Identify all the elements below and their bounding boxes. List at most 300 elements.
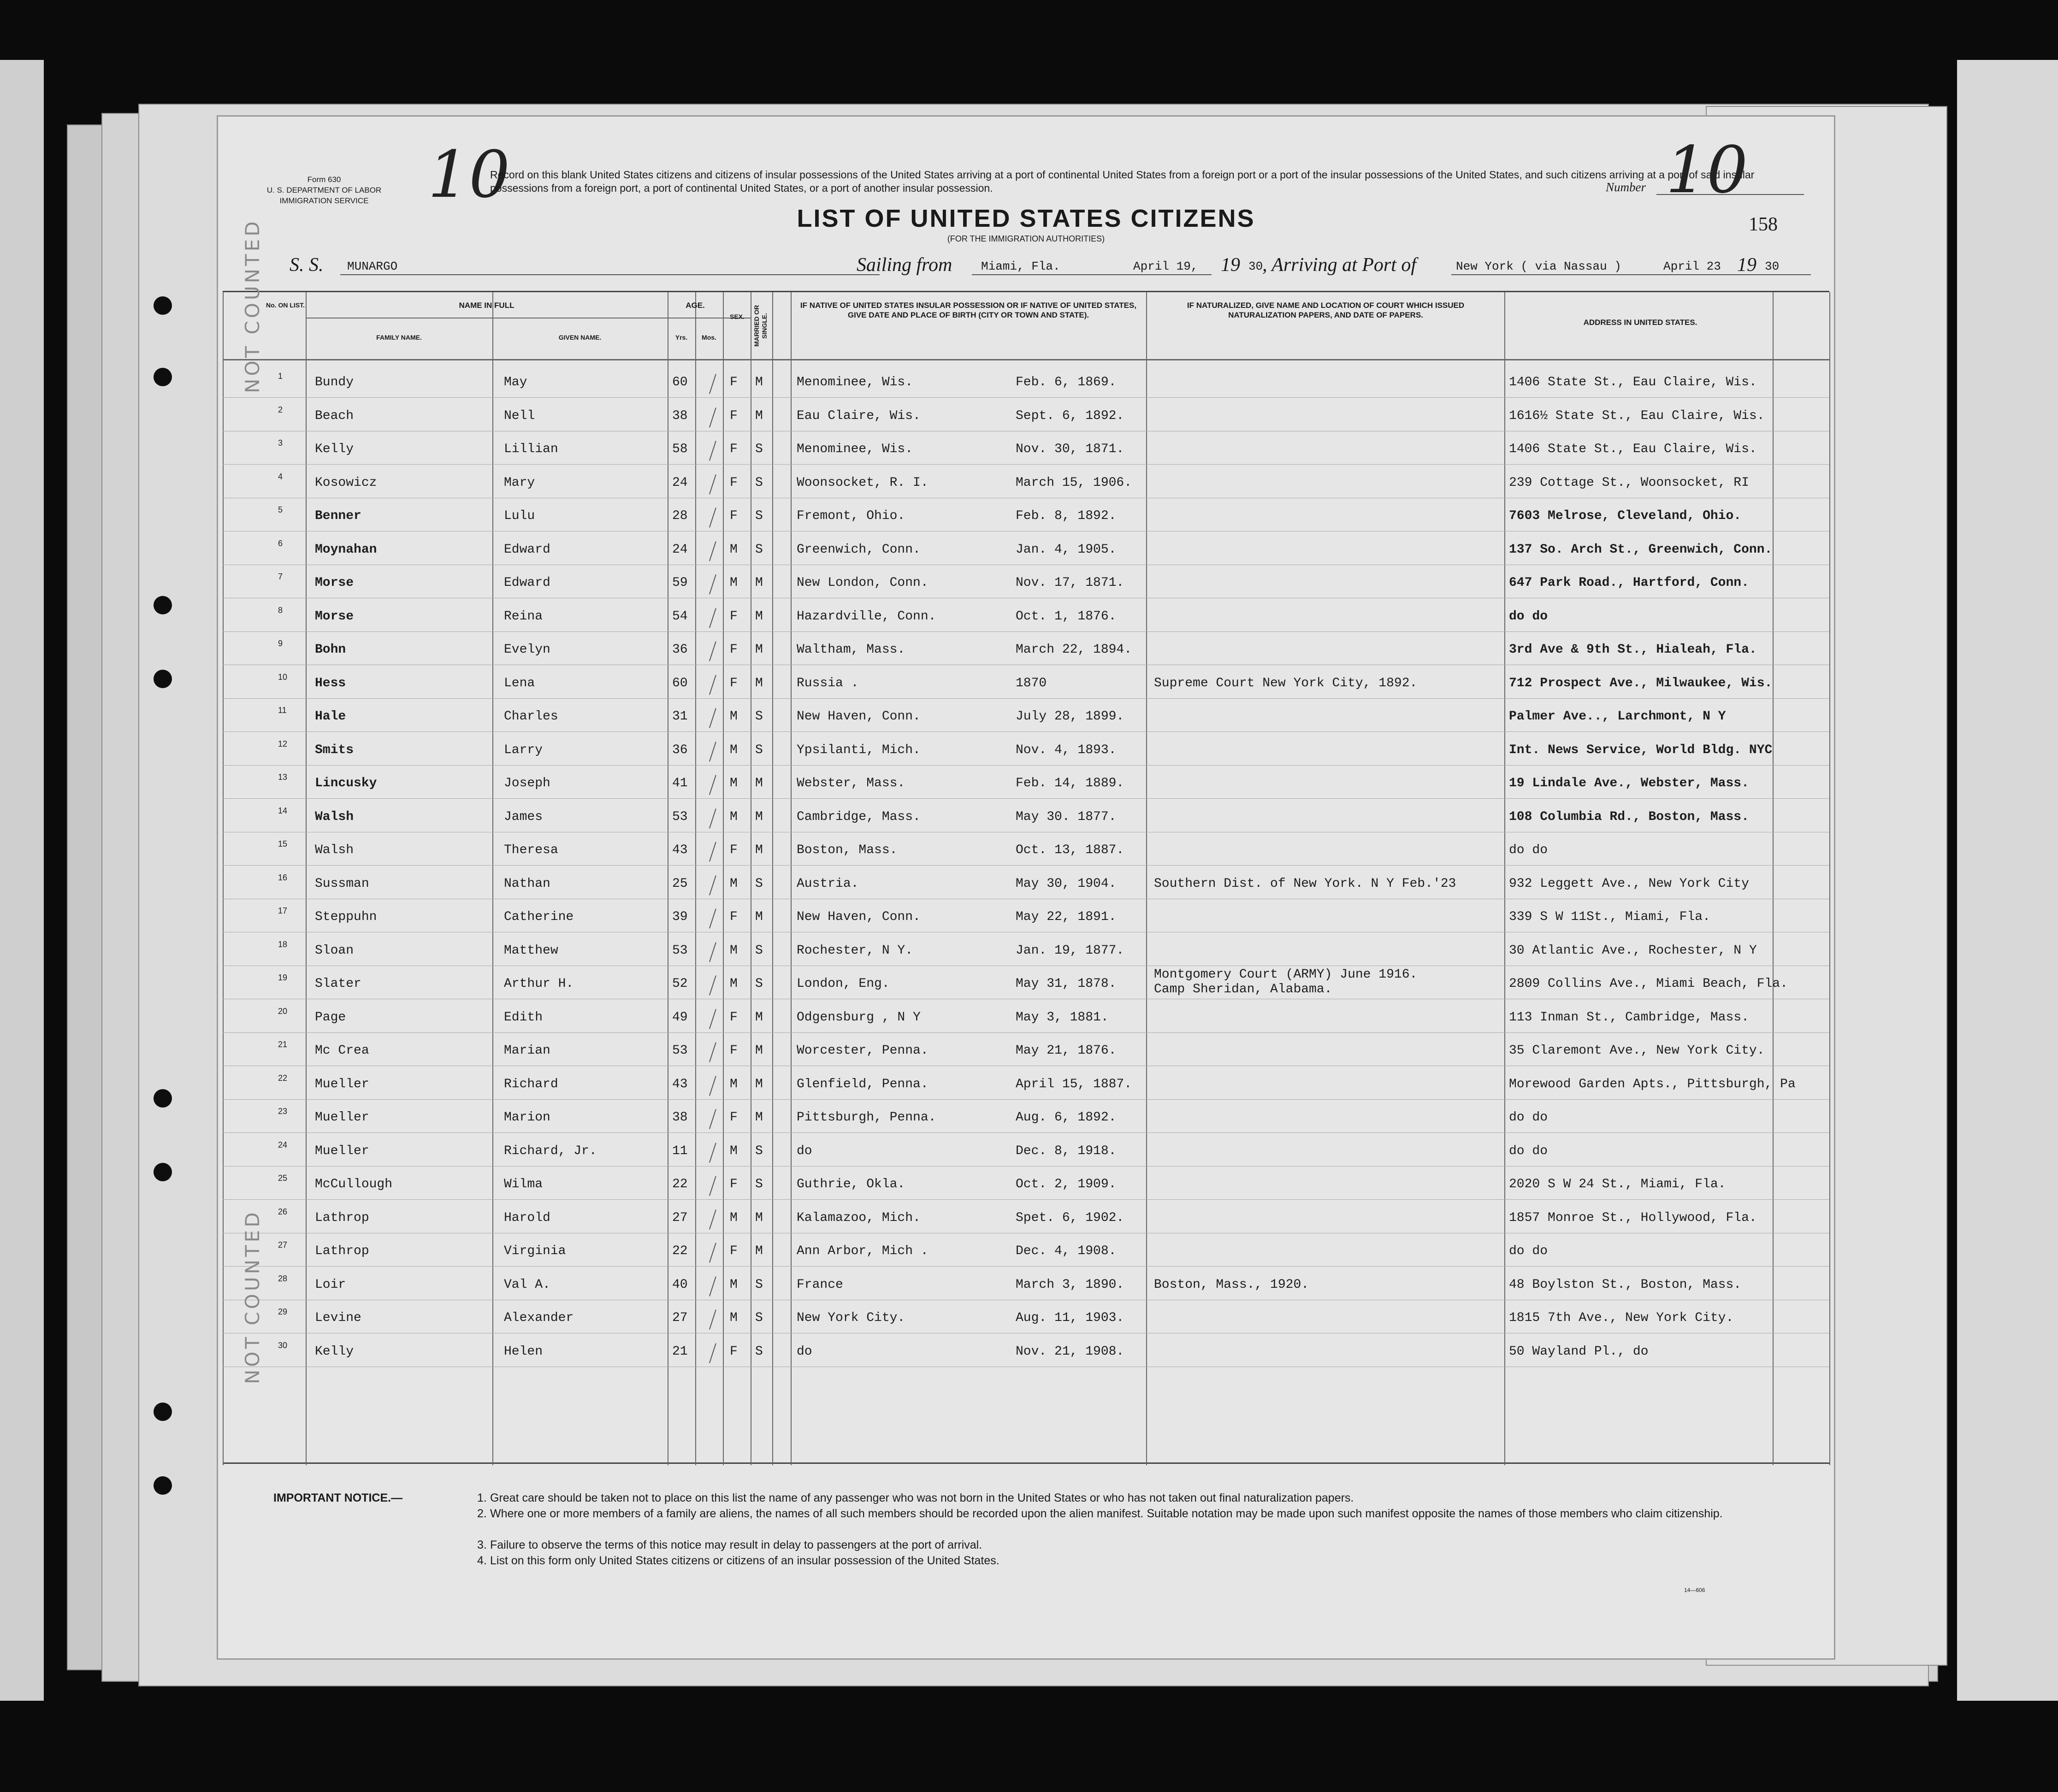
cell-no: 2	[278, 405, 283, 414]
cell-family: Sloan	[315, 943, 354, 958]
cell-given: Wilma	[504, 1177, 543, 1191]
cell-given: Nathan	[504, 876, 550, 891]
cell-addr: 137 So. Arch St., Greenwich, Conn.	[1509, 542, 1773, 557]
cell-ms: M	[755, 408, 763, 423]
table-row	[223, 1268, 1829, 1301]
cell-sex: M	[730, 977, 738, 991]
cell-family: Lathrop	[315, 1210, 369, 1225]
cell-addr: 113 Inman St., Cambridge, Mass.	[1509, 1010, 1749, 1025]
cell-sex: F	[730, 676, 738, 690]
cell-place: Eau Claire, Wis.	[797, 408, 921, 423]
cell-age: 25	[672, 876, 688, 891]
cell-ms: M	[755, 643, 763, 657]
cell-addr: 1815 7th Ave., New York City.	[1509, 1311, 1734, 1325]
cell-no: 19	[278, 973, 288, 982]
cell-family: Hess	[315, 676, 346, 690]
cell-family: McCullough	[315, 1177, 393, 1191]
cell-family: Beach	[315, 408, 354, 423]
cell-no: 9	[278, 639, 283, 648]
arrival-year: 30	[1765, 259, 1780, 273]
table-row	[223, 834, 1829, 866]
cell-ms: S	[755, 1144, 763, 1158]
binder-hole	[154, 296, 172, 315]
cell-ms: M	[755, 1210, 763, 1225]
cell-given: Nell	[504, 408, 535, 423]
cell-age: 38	[672, 1110, 688, 1125]
cell-no: 8	[278, 605, 283, 615]
cell-given: Evelyn	[504, 643, 550, 657]
cell-ms: S	[755, 1277, 763, 1292]
cell-sex: F	[730, 843, 738, 857]
cell-family: Walsh	[315, 809, 354, 824]
cell-family: Mueller	[315, 1144, 369, 1158]
cell-place: Hazardville, Conn.	[797, 609, 936, 624]
cell-family: Hale	[315, 709, 346, 724]
cell-given: Lena	[504, 676, 535, 690]
binder-hole	[154, 1476, 172, 1495]
cell-ms: S	[755, 542, 763, 557]
cell-age: 38	[672, 408, 688, 423]
header-married-single: MARRIED OR SINGLE.	[753, 305, 768, 347]
cell-given: Marion	[504, 1110, 550, 1125]
cell-ms: M	[755, 843, 763, 857]
cell-given: Theresa	[504, 843, 558, 857]
cell-family: Smits	[315, 743, 354, 757]
cell-date: Nov. 17, 1871.	[1016, 576, 1124, 590]
service-label: IMMIGRATION SERVICE	[279, 196, 369, 205]
cell-age: 43	[672, 843, 688, 857]
check-mark	[709, 875, 716, 895]
cell-given: Edward	[504, 576, 550, 590]
cell-date: Jan. 4, 1905.	[1016, 542, 1117, 557]
cell-given: Lulu	[504, 509, 535, 523]
cell-ms: M	[755, 1110, 763, 1125]
cell-place: France	[797, 1277, 843, 1292]
cell-place: Ann Arbor, Mich .	[797, 1244, 928, 1258]
notice-item: 3. Failure to observe the terms of this notice may result in delay to passengers at the port of arrival.	[477, 1539, 982, 1551]
cell-place: Pittsburgh, Penna.	[797, 1110, 936, 1125]
passenger-table	[223, 291, 1829, 1464]
cell-sex: M	[730, 1077, 738, 1091]
cell-date: April 15, 1887.	[1016, 1077, 1132, 1091]
notice-item: 2. Where one or more members of a family are aliens, the names of all such members should be recorded upon the alien manifest. Suitable notation may be made upon such manifest opposite the names of those members who claim citizenship.	[477, 1507, 1723, 1520]
table-row	[223, 1068, 1829, 1100]
cell-addr: 647 Park Road., Hartford, Conn.	[1509, 576, 1749, 590]
cell-addr: 1857 Monroe St., Hollywood, Fla.	[1509, 1210, 1757, 1225]
scanner-edge-right	[1957, 60, 2058, 1701]
cell-age: 59	[672, 576, 688, 590]
cell-age: 24	[672, 542, 688, 557]
cell-family: Moynahan	[315, 542, 377, 557]
header-no: No. ON LIST.	[266, 301, 305, 309]
sailing-from: Miami, Fla.	[981, 259, 1060, 273]
table-row	[223, 566, 1829, 599]
cell-age: 60	[672, 676, 688, 690]
cell-no: 5	[278, 505, 283, 514]
cell-addr: 19 Lindale Ave., Webster, Mass.	[1509, 776, 1749, 790]
header-mos: Mos.	[702, 334, 716, 341]
header-birth: IF NATIVE OF UNITED STATES INSULAR POSSESSION OR IF NATIVE OF UNITED STATES, GIVE DATE AND PLACE OF BIRTH (CITY OR TOWN AND STATE).	[800, 301, 1137, 319]
cell-age: 53	[672, 943, 688, 958]
cell-place: do	[797, 1344, 812, 1359]
table-row	[223, 1001, 1829, 1033]
manifest-page	[217, 115, 1835, 1660]
cell-given: Joseph	[504, 776, 550, 790]
cell-no: 26	[278, 1207, 288, 1216]
cell-no: 17	[278, 906, 288, 915]
check-mark	[709, 842, 716, 861]
check-mark	[709, 641, 716, 661]
table-row	[223, 1335, 1829, 1368]
cell-place: Woonsocket, R. I.	[797, 475, 928, 490]
voyage-line	[290, 254, 1811, 282]
binder-hole	[154, 1089, 172, 1108]
table-row	[223, 767, 1829, 799]
cell-place: Webster, Mass.	[797, 776, 905, 790]
check-mark	[709, 608, 716, 628]
check-mark	[709, 742, 716, 761]
cell-date: March 22, 1894.	[1016, 643, 1132, 657]
cell-age: 21	[672, 1344, 688, 1359]
cell-given: Richard	[504, 1077, 558, 1091]
cell-given: Richard, Jr.	[504, 1144, 597, 1158]
table-row	[223, 366, 1829, 398]
check-mark	[709, 1276, 716, 1296]
cell-family: Kosowicz	[315, 475, 377, 490]
check-mark	[709, 574, 716, 594]
cell-place: do	[797, 1144, 812, 1158]
cell-ms: M	[755, 809, 763, 824]
cell-sex: F	[730, 509, 738, 523]
handwritten-number-right: 10	[1666, 133, 1748, 208]
cell-no: 3	[278, 438, 283, 448]
cell-ms: S	[755, 1344, 763, 1359]
cell-date: Feb. 6, 1869.	[1016, 375, 1117, 389]
cell-no: 25	[278, 1173, 288, 1183]
cell-no: 14	[278, 806, 288, 815]
binder-hole	[154, 596, 172, 614]
cell-date: Jan. 19, 1877.	[1016, 943, 1124, 958]
cell-place: Worcester, Penna.	[797, 1043, 928, 1058]
check-mark	[709, 407, 716, 427]
check-mark	[709, 441, 716, 460]
header-age: AGE.	[686, 301, 705, 310]
table-row	[223, 1034, 1829, 1067]
cell-addr: 108 Columbia Rd., Boston, Mass.	[1509, 809, 1749, 824]
cell-age: 53	[672, 1043, 688, 1058]
cell-no: 6	[278, 538, 283, 548]
table-row	[223, 1235, 1829, 1267]
table-row	[223, 600, 1829, 632]
check-mark	[709, 507, 716, 527]
cell-date: Spet. 6, 1902.	[1016, 1210, 1124, 1225]
table-row	[223, 466, 1829, 499]
record-instructions: Record on this blank United States citizens and citizens of insular possessions of the United States arriving at a port of continental United States from a foreign port or a port of the insular possessions of the United States, and such citizens arriving at a port of said insular possessions from a foreign port, a port of continental United States, or a port of another insular possession.	[490, 169, 1755, 194]
cell-ms: S	[755, 442, 763, 456]
cell-given: Val A.	[504, 1277, 550, 1292]
arrival-port: New York ( via Nassau )	[1456, 259, 1621, 273]
check-mark	[709, 1309, 716, 1329]
cell-date: May 30. 1877.	[1016, 809, 1117, 824]
binder-hole	[154, 368, 172, 386]
notice-item: 4. List on this form only United States citizens or citizens of an insular possession of the United States.	[477, 1554, 999, 1567]
cell-age: 43	[672, 1077, 688, 1091]
cell-nat: Boston, Mass., 1920.	[1154, 1277, 1309, 1292]
cell-date: 1870	[1016, 676, 1047, 690]
cell-addr: do do	[1509, 843, 1548, 857]
check-mark	[709, 1109, 716, 1129]
cell-ms: M	[755, 676, 763, 690]
cell-place: Rochester, N Y.	[797, 943, 913, 958]
table-row	[223, 967, 1829, 1000]
cell-given: Marian	[504, 1043, 550, 1058]
cell-family: Benner	[315, 509, 361, 523]
cell-no: 16	[278, 872, 288, 882]
cell-sex: M	[730, 709, 738, 724]
cell-ms: S	[755, 876, 763, 891]
cell-nat-line2: Camp Sheridan, Alabama.	[1154, 982, 1332, 996]
binder-hole	[154, 670, 172, 688]
cell-family: Levine	[315, 1311, 361, 1325]
cell-family: Kelly	[315, 442, 354, 456]
check-mark	[709, 1243, 716, 1262]
cell-sex: F	[730, 442, 738, 456]
cell-addr: 7603 Melrose, Cleveland, Ohio.	[1509, 509, 1742, 523]
cell-addr: do do	[1509, 609, 1548, 624]
cell-sex: F	[730, 643, 738, 657]
cell-date: May 21, 1876.	[1016, 1043, 1117, 1058]
cell-family: Kelly	[315, 1344, 354, 1359]
cell-ms: M	[755, 1077, 763, 1091]
cell-family: Mueller	[315, 1110, 369, 1125]
table-row	[223, 500, 1829, 532]
cell-nat: Montgomery Court (ARMY) June 1916.	[1154, 967, 1418, 982]
table-row	[223, 1135, 1829, 1167]
not-counted-stamp: NOT COUNTED	[241, 218, 264, 393]
cell-ms: S	[755, 475, 763, 490]
cell-date: Dec. 4, 1908.	[1016, 1244, 1117, 1258]
cell-sex: F	[730, 408, 738, 423]
cell-family: Mueller	[315, 1077, 369, 1091]
cell-date: Oct. 1, 1876.	[1016, 609, 1117, 624]
cell-no: 23	[278, 1107, 288, 1116]
table-row	[223, 433, 1829, 465]
cell-age: 58	[672, 442, 688, 456]
cell-date: Feb. 14, 1889.	[1016, 776, 1124, 790]
cell-addr: Palmer Ave.., Larchmont, N Y	[1509, 709, 1726, 724]
cell-addr: 48 Boylston St., Boston, Mass.	[1509, 1277, 1742, 1292]
table-row	[223, 667, 1829, 699]
cell-sex: M	[730, 1311, 738, 1325]
cell-addr: 1406 State St., Eau Claire, Wis.	[1509, 375, 1757, 389]
header-yrs: Yrs.	[675, 334, 688, 341]
table-row	[223, 867, 1829, 900]
table-row	[223, 1101, 1829, 1133]
table-row	[223, 1302, 1829, 1334]
cell-no: 21	[278, 1040, 288, 1049]
cell-no: 4	[278, 472, 283, 481]
cell-addr: do do	[1509, 1144, 1548, 1158]
cell-given: Virginia	[504, 1244, 566, 1258]
cell-place: Glenfield, Penna.	[797, 1077, 928, 1091]
cell-addr: Int. News Service, World Bldg. NYC	[1509, 743, 1773, 757]
check-mark	[709, 1343, 716, 1363]
table-row	[223, 700, 1829, 732]
cell-no: 18	[278, 939, 288, 949]
cell-age: 22	[672, 1244, 688, 1258]
arrival-date: April 23	[1663, 259, 1721, 273]
cell-date: Nov. 4, 1893.	[1016, 743, 1117, 757]
cell-ms: S	[755, 1177, 763, 1191]
cell-sex: M	[730, 776, 738, 790]
not-counted-stamp: NOT COUNTED	[241, 1209, 264, 1384]
check-mark	[709, 1176, 716, 1196]
page-number: 158	[1749, 214, 1778, 235]
check-mark	[709, 942, 716, 962]
cell-no: 7	[278, 572, 283, 581]
cell-date: Aug. 11, 1903.	[1016, 1311, 1124, 1325]
check-mark	[709, 775, 716, 795]
table-row	[223, 901, 1829, 933]
cell-ms: M	[755, 375, 763, 389]
cell-given: James	[504, 809, 543, 824]
cell-no: 30	[278, 1340, 288, 1350]
cell-place: Greenwich, Conn.	[797, 542, 921, 557]
cell-place: Ypsilanti, Mich.	[797, 743, 921, 757]
page-title: LIST OF UNITED STATES CITIZENS	[797, 205, 1255, 232]
table-row	[223, 734, 1829, 766]
cell-addr: 239 Cottage St., Woonsocket, RI	[1509, 475, 1749, 490]
cell-age: 31	[672, 709, 688, 724]
cell-age: 28	[672, 509, 688, 523]
cell-ms: M	[755, 1244, 763, 1258]
cell-addr: 339 S W 11St., Miami, Fla.	[1509, 910, 1710, 924]
ship-name: MUNARGO	[347, 259, 398, 273]
cell-given: Alexander	[504, 1311, 574, 1325]
cell-date: Aug. 6, 1892.	[1016, 1110, 1117, 1125]
cell-place: New Haven, Conn.	[797, 709, 921, 724]
cell-date: May 31, 1878.	[1016, 977, 1117, 991]
cell-addr: Morewood Garden Apts., Pittsburgh, Pa	[1509, 1077, 1796, 1091]
check-mark	[709, 908, 716, 928]
cell-place: Fremont, Ohio.	[797, 509, 905, 523]
cell-addr: do do	[1509, 1110, 1548, 1125]
cell-sex: M	[730, 542, 738, 557]
cell-family: Morse	[315, 609, 354, 624]
cell-family: Morse	[315, 576, 354, 590]
department-label: U. S. DEPARTMENT OF LABOR	[266, 186, 382, 195]
cell-family: Mc Crea	[315, 1043, 369, 1058]
cell-place: Boston, Mass.	[797, 843, 898, 857]
form-number: Form 630	[307, 175, 341, 184]
table-row	[223, 801, 1829, 833]
cell-sex: F	[730, 1010, 738, 1025]
cell-ms: M	[755, 776, 763, 790]
cell-date: March 3, 1890.	[1016, 1277, 1124, 1292]
cell-no: 11	[278, 706, 287, 715]
cell-place: Waltham, Mass.	[797, 643, 905, 657]
cell-family: Page	[315, 1010, 346, 1025]
cell-given: Catherine	[504, 910, 574, 924]
cell-addr: 3rd Ave & 9th St., Hialeah, Fla.	[1509, 643, 1757, 657]
cell-nat: Southern Dist. of New York. N Y Feb.'23	[1154, 876, 1456, 891]
header-sex: SEX.	[730, 313, 745, 320]
cell-given: May	[504, 375, 527, 389]
cell-place: New York City.	[797, 1311, 905, 1325]
cell-date: July 28, 1899.	[1016, 709, 1124, 724]
cell-place: Kalamazoo, Mich.	[797, 1210, 921, 1225]
number-label: Number	[1606, 180, 1646, 194]
cell-given: Edward	[504, 542, 550, 557]
cell-sex: M	[730, 1144, 738, 1158]
table-row	[223, 533, 1829, 566]
year-prefix: 19	[1737, 254, 1756, 276]
cell-addr: do do	[1509, 1244, 1548, 1258]
cell-sex: F	[730, 1110, 738, 1125]
header-naturalized: IF NATURALIZED, GIVE NAME AND LOCATION OF COURT WHICH ISSUED NATURALIZATION PAPERS, AND DATE OF PAPERS.	[1187, 301, 1465, 319]
cell-no: 22	[278, 1073, 288, 1083]
cell-date: May 30, 1904.	[1016, 876, 1117, 891]
cell-sex: F	[730, 910, 738, 924]
check-mark	[709, 374, 716, 394]
check-mark	[709, 1009, 716, 1029]
cell-ms: M	[755, 1043, 763, 1058]
cell-age: 36	[672, 643, 688, 657]
cell-family: Bundy	[315, 375, 354, 389]
cell-addr: 1616½ State St., Eau Claire, Wis.	[1509, 408, 1765, 423]
cell-no: 28	[278, 1273, 288, 1283]
table-row	[223, 1168, 1829, 1200]
check-mark	[709, 1143, 716, 1162]
cell-date: Nov. 30, 1871.	[1016, 442, 1124, 456]
cell-ms: M	[755, 910, 763, 924]
cell-family: Lathrop	[315, 1244, 369, 1258]
cell-age: 27	[672, 1210, 688, 1225]
cell-ms: M	[755, 576, 763, 590]
cell-place: Guthrie, Okla.	[797, 1177, 905, 1191]
binder-hole	[154, 1403, 172, 1421]
cell-place: New Haven, Conn.	[797, 910, 921, 924]
cell-date: Nov. 21, 1908.	[1016, 1344, 1124, 1359]
cell-sex: M	[730, 576, 738, 590]
cell-ms: M	[755, 609, 763, 624]
handwritten-number-left: 10	[428, 137, 510, 212]
cell-sex: M	[730, 1210, 738, 1225]
notice-heading: IMPORTANT NOTICE.—	[273, 1491, 403, 1504]
notice-item: 1. Great care should be taken not to place on this list the name of any passenger who was not born in the United States or who has not taken out final naturalization papers.	[477, 1491, 1354, 1504]
cell-ms: S	[755, 709, 763, 724]
ss-label: S. S.	[290, 254, 324, 276]
header-address: ADDRESS IN UNITED STATES.	[1583, 318, 1697, 327]
cell-no: 15	[278, 839, 288, 849]
cell-given: Matthew	[504, 943, 558, 958]
cell-place: Menominee, Wis.	[797, 375, 913, 389]
cell-sex: M	[730, 1277, 738, 1292]
cell-age: 11	[672, 1144, 688, 1158]
check-mark	[709, 1209, 716, 1229]
cell-no: 1	[278, 371, 283, 381]
cell-given: Helen	[504, 1344, 543, 1359]
table-row	[223, 633, 1829, 666]
cell-date: May 22, 1891.	[1016, 910, 1117, 924]
cell-ms: S	[755, 509, 763, 523]
cell-date: Dec. 8, 1918.	[1016, 1144, 1117, 1158]
cell-family: Loir	[315, 1277, 346, 1292]
binder-hole	[154, 1163, 172, 1181]
cell-place: Russia .	[797, 676, 859, 690]
cell-date: May 3, 1881.	[1016, 1010, 1109, 1025]
cell-age: 22	[672, 1177, 688, 1191]
